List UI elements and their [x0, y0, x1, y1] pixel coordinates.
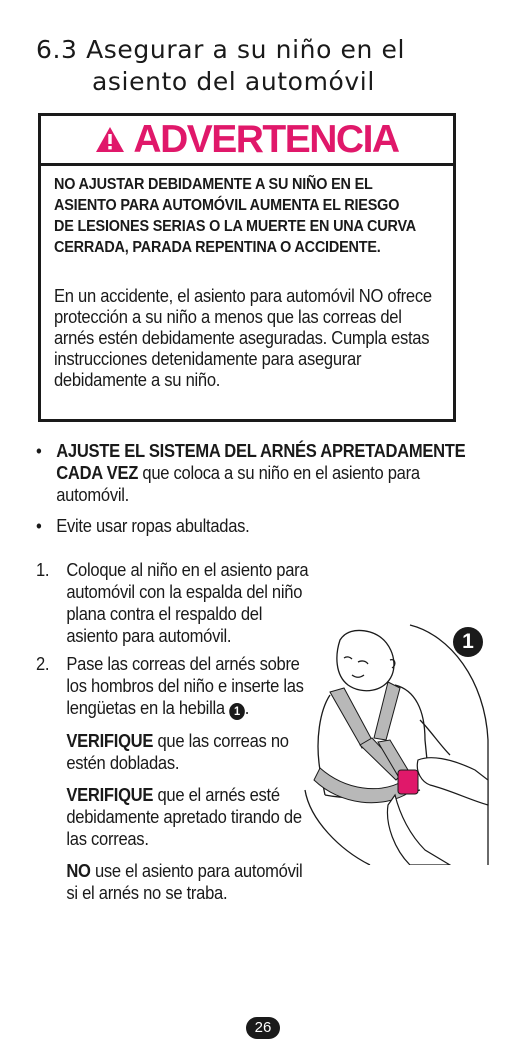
note-item	[66, 784, 314, 850]
bullet-dot: •	[36, 441, 42, 461]
step-number: 2.	[36, 654, 50, 674]
warning-box	[38, 113, 456, 422]
note-bold: NO	[66, 861, 91, 881]
page-number: 26	[246, 1017, 280, 1039]
bullet-item	[36, 515, 470, 537]
bullet-text: que coloca a su niño en el asiento para automóvil.	[56, 463, 420, 505]
step-number: 1.	[36, 560, 50, 580]
warning-body-text: En un accidente, el asiento para automóvil NO ofrece protección a su niño a menos que las correas del arnés estén debidamente aseguradas. Cumpla estas instrucciones detenidamente para asegurar debidamente a su niño.	[54, 286, 432, 390]
note-text: use el asiento para automóvil si el arnés no se traba.	[66, 861, 303, 903]
note-item	[66, 860, 314, 904]
step-item	[36, 559, 315, 647]
section-title	[36, 34, 405, 98]
step-text: Pase las correas del arnés sobre los hombros del niño e inserte las lengüetas en la hebilla	[66, 654, 304, 718]
note-text: que el arnés esté debidamente apretado tirando de las correas.	[66, 785, 302, 849]
warning-triangle-icon	[95, 126, 125, 153]
bullet-text: Evite usar ropas abultadas.	[56, 516, 250, 536]
bullet-item	[36, 440, 470, 506]
bullet-list	[36, 440, 476, 546]
bullet-dot: •	[36, 516, 42, 536]
child-in-car-seat-harness-illustration	[300, 620, 490, 865]
figure-number-badge: 1	[453, 627, 483, 657]
step-text-end: .	[244, 698, 250, 718]
step-list	[36, 559, 309, 910]
note-bold: VERIFIQUE	[66, 785, 154, 805]
figure-ref-badge: 1	[229, 703, 245, 720]
note-text: que las correas no estén dobladas.	[66, 731, 289, 773]
note-bold: VERIFIQUE	[66, 731, 154, 751]
warning-title: ADVERTENCIA	[133, 117, 399, 161]
bullet-bold: AJUSTE EL SISTEMA DEL ARNÉS APRETADAMENTE CADA VEZ	[56, 441, 466, 483]
note-item	[66, 730, 314, 774]
section-title-line1: 6.3 Asegurar a su niño en el	[36, 35, 406, 64]
step-text: Coloque al niño en el asiento para automóvil con la espalda del niño plana contra el respaldo del asiento para automóvil.	[66, 560, 309, 646]
step-item	[36, 653, 315, 904]
section-title-line2: asiento del automóvil	[92, 67, 375, 96]
warning-header	[41, 116, 453, 166]
warning-bold-text: NO AJUSTAR DEBIDAMENTE A SU NIÑO EN EL ASIENTO PARA AUTOMÓVIL AUMENTA EL RIESGO DE LESIONES SERIAS O LA MUERTE EN UNA CURVA CERRADA, PARADA REPENTINA O ACCIDENTE.	[54, 176, 416, 256]
